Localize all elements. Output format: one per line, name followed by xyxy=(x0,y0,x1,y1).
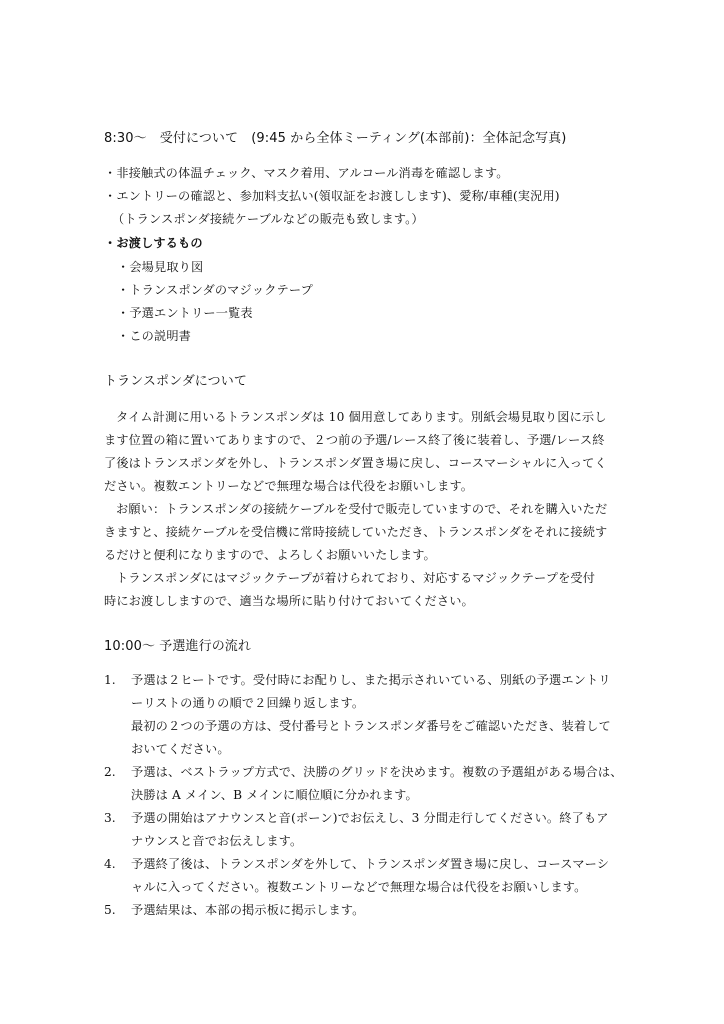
handout-title: ・お渡しするもの xyxy=(104,236,203,250)
transponder-text-line: 時にお渡ししますので、適当な場所に貼り付けておいてください。 xyxy=(104,594,474,608)
list-item-line: ャルに入ってください。複数エントリーなどで無理な場合は代役をお願いします。 xyxy=(131,880,587,894)
transponder-text-line: 了後はトランスポンダを外し、トランスポンダ置き場に戻し、コースマーシャルに入ってく xyxy=(104,456,607,470)
list-item-line: 予選終了後は、トランスポンダを外して、トランスポンダ置き場に戻し、コースマーシ xyxy=(131,857,610,871)
list-item-number: 2. xyxy=(104,765,116,779)
list-item-number: 5. xyxy=(104,903,116,917)
list-item-line: 予選は、ベストラップ方式で、決勝のグリッドを決めます。複数の予選組がある場合は、 xyxy=(131,765,623,779)
list-item-line: 最初の２つの予選の方は、受付番号とトランスポンダ番号をご確認いただき、装着して xyxy=(131,719,611,733)
list-item-line: 予選は２ヒートです。受付時にお配りし、また掲示されいている、別紙の予選エントリ xyxy=(131,673,611,687)
reception-item: （トランスポンダ接続ケーブルなどの販売も致します。） xyxy=(112,212,424,226)
transponder-text-line: お願い：トランスポンダの接続ケーブルを受付で販売していますので、それを購入いただ xyxy=(116,502,608,516)
list-item-line: 予選結果は、本部の掲示板に掲示します。 xyxy=(131,903,365,917)
qualifying-heading: 10:00～ 予選進行の流れ xyxy=(104,639,251,654)
list-item-line: 予選の開始はアナウンスと音(ポーン)でお伝えし、3 分間走行してください。終了もア xyxy=(131,811,609,825)
list-item-line: 決勝は A メイン、B メインに順位順に分かれます。 xyxy=(131,788,418,802)
transponder-text-line: るだけと便利になりますので、よろしくお願いいたします。 xyxy=(104,548,436,562)
transponder-text-line: トランスポンダにはマジックテープが着けられており、対応するマジックテープを受付 xyxy=(116,571,596,585)
list-item-number: 4. xyxy=(104,857,116,871)
list-item-number: 3. xyxy=(104,811,116,825)
reception-item: ・エントリーの確認と、参加料支払い(領収証をお渡しします)、愛称/車種(実況用) xyxy=(104,189,560,203)
reception-heading: 8:30～ 受付について (9:45 から全体ミーティング(本部前)：全体記念写真) xyxy=(104,131,567,146)
handout-item: ・この説明書 xyxy=(117,329,192,343)
transponder-text-line: ます位置の箱に置いてありますので、２つ前の予選/レース終了後に装着し、予選/レース終 xyxy=(104,433,605,447)
handout-item: ・トランスポンダのマジックテープ xyxy=(117,283,313,297)
list-item-line: ナウンスと音でお伝えします。 xyxy=(131,834,303,848)
transponder-text-line: タイム計測に用いるトランスポンダは 10 個用意してあります。別紙会場見取り図に示し xyxy=(116,410,607,424)
transponder-heading: トランスポンダについて xyxy=(104,374,247,389)
list-item-number: 1. xyxy=(104,673,116,687)
handout-item: ・会場見取り図 xyxy=(117,260,204,274)
handout-item: ・予選エントリー一覧表 xyxy=(117,306,253,320)
list-item-line: おいてください。 xyxy=(131,742,230,756)
list-item-line: ーリストの通りの順で２回繰り返します。 xyxy=(131,696,365,710)
reception-item: ・非接触式の体温チェック、マスク着用、アルコール消毒を確認します。 xyxy=(104,166,509,180)
transponder-text-line: ださい。複数エントリーなどで無理な場合は代役をお願いします。 xyxy=(104,479,474,493)
transponder-text-line: きますと、接続ケーブルを受信機に常時接続していただき、トランスポンダをそれに接続す xyxy=(104,525,608,539)
